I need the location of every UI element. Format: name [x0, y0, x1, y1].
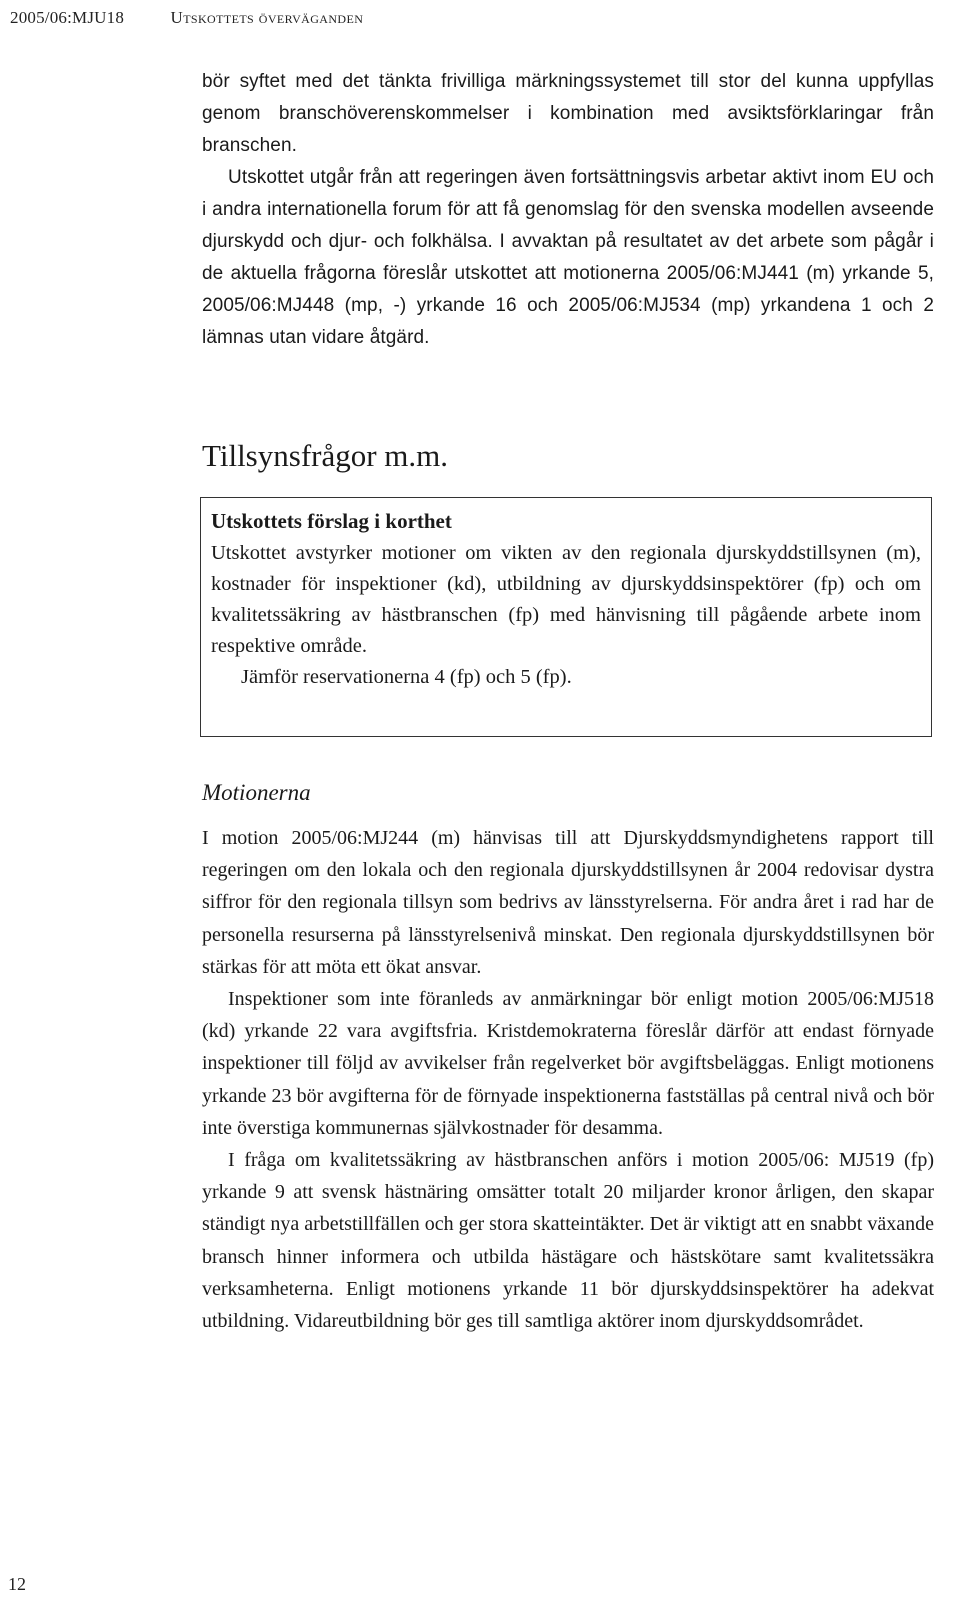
motions-text-block — [202, 822, 934, 1337]
summary-box — [200, 497, 932, 737]
motions-heading: Motionerna — [202, 780, 311, 805]
summary-text: Utskottet avstyrker motioner om vikten av den regionala djurskyddstillsynen (m), kostnader för inspektioner (kd), utbildning av djurskyddsinspektörer (fp) och om kvalitetssäkring av hästbranschen (fp) med hänvisning till pågående arbete inom respektive område. — [211, 542, 921, 657]
running-section-title: Utskottets överväganden — [170, 8, 364, 27]
motions-paragraph-1: I motion 2005/06:MJ244 (m) hänvisas till att Djurskyddsmyndighetens rapport till regeringen om den lokala och den regionala djurskyddstillsynen år 2004 redovisar dystra siffror för den regionala tillsyn som bedrivs av länsstyrelserna. För andra året i rad har de personella resurserna på länsstyrelsenivå minskat. Den regionala djurskyddstillsynen bör stärkas för att möta ett ökat ansvar. — [202, 827, 934, 978]
intro-paragraph-1: bör syftet med det tänkta frivilliga märkningssystemet till stor del kunna uppfyllas genom branschöverenskommelser i kombination med avsiktsförklaringar från branschen. — [202, 71, 934, 156]
intro-text-block — [202, 66, 934, 354]
summary-heading: Utskottets förslag i korthet — [211, 509, 452, 533]
running-header — [10, 8, 363, 28]
document-id: 2005/06:MJU18 — [10, 8, 125, 27]
intro-paragraph-2: Utskottet utgår från att regeringen även fortsättningsvis arbetar aktivt inom EU och i andra internationella forum för att få genomslag för den svenska modellen avseende djurskydd och djur- och folkhälsa. I avvaktan på resultatet av det arbete som pågår i de aktuella frågorna föreslår utskottet att motionerna 2005/06:MJ441 (m) yrkande 5, 2005/06:MJ448 (mp, -) yrkande 16 och 2005/06:MJ534 (mp) yrkandena 1 och 2 lämnas utan vidare åtgärd. — [202, 167, 934, 348]
section-heading: Tillsynsfrågor m.m. — [202, 438, 449, 473]
motions-paragraph-2: Inspektioner som inte föranleds av anmärkningar bör enligt motion 2005/06:MJ518 (kd) yrkande 22 vara avgiftsfria. Kristdemokraterna föreslår därför att endast förnyade inspektioner till följd av avvikelser från regelverket bör avgiftsbeläggas. Enligt motionens yrkande 23 bör avgifterna för de förnyade inspektionerna fastställas på central nivå och bör inte överstiga kommunernas självkostnader för desamma. — [202, 988, 934, 1139]
motions-paragraph-3: I fråga om kvalitetssäkring av hästbranschen anförs i motion 2005/06: MJ519 (fp) yrkande 9 att svensk hästnäring omsätter totalt 20 miljarder kronor årligen, den skapar ständigt nya arbetstillfällen och ger stora skatteintäkter. Det är viktigt att en snabbt växande bransch hinner informera och utbilda hästägare och hästskötare samt kvalitetssäkra verksamheterna. Enligt motionens yrkande 11 bör djurskyddsinspektörer ha adekvat utbildning. Vidareutbildning bör ges till samtliga aktörer inom djurskyddsområdet. — [202, 1149, 934, 1333]
page-number: 12 — [8, 1574, 26, 1594]
summary-reference: Jämför reservationerna 4 (fp) och 5 (fp). — [241, 666, 572, 688]
